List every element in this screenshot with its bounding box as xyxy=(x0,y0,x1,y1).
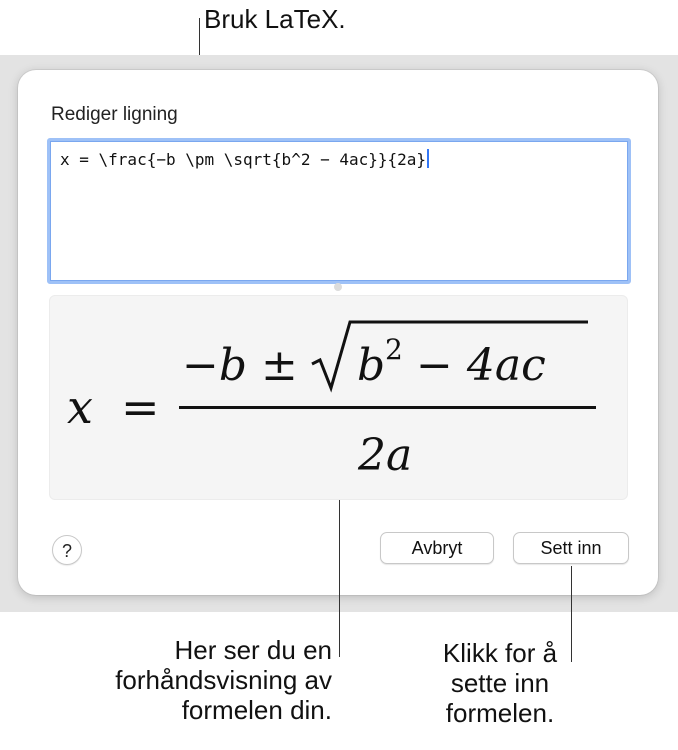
help-button[interactable]: ? xyxy=(52,535,82,565)
cancel-button[interactable]: Avbryt xyxy=(380,532,494,564)
formula-denominator: 2a xyxy=(358,430,413,481)
insert-button[interactable]: Sett inn xyxy=(513,532,629,564)
callout-insert xyxy=(430,638,570,728)
formula-numerator-prefix: −b ± xyxy=(182,340,298,391)
equation-dialog xyxy=(18,70,658,595)
formula-radicand-rest: − 4ac xyxy=(416,340,546,391)
dialog-title: Rediger ligning xyxy=(51,104,178,125)
callout-preview xyxy=(115,635,332,725)
formula-preview xyxy=(49,295,628,500)
latex-input-value: x = \frac{−b \pm \sqrt{b^2 − 4ac}}{2a} xyxy=(60,150,427,169)
callout-leader-insert xyxy=(571,566,572,662)
callout-insert-line-1: Klikk for å xyxy=(442,638,558,668)
formula-fraction-bar xyxy=(179,406,596,409)
formula-equals: = xyxy=(121,380,160,434)
formula-lhs: x xyxy=(67,380,93,434)
latex-editor[interactable] xyxy=(47,138,631,284)
callout-use-latex: Bruk LaTeX. xyxy=(204,4,346,34)
latex-input-text[interactable] xyxy=(60,149,429,169)
callout-insert-line-3: formelen. xyxy=(445,698,555,728)
callout-preview-line-3: formelen din. xyxy=(181,695,332,725)
callout-leader-preview xyxy=(339,500,340,657)
callout-insert-line-2: sette inn xyxy=(450,668,550,698)
resize-handle[interactable] xyxy=(334,283,342,291)
text-caret xyxy=(427,149,429,168)
formula-radicand-base: b xyxy=(357,340,386,391)
formula-preview-render xyxy=(50,296,627,499)
callout-preview-line-1: Her ser du en xyxy=(174,635,332,665)
formula-radicand-exponent: 2 xyxy=(385,333,403,366)
callout-preview-line-2: forhåndsvisning av xyxy=(115,665,332,695)
